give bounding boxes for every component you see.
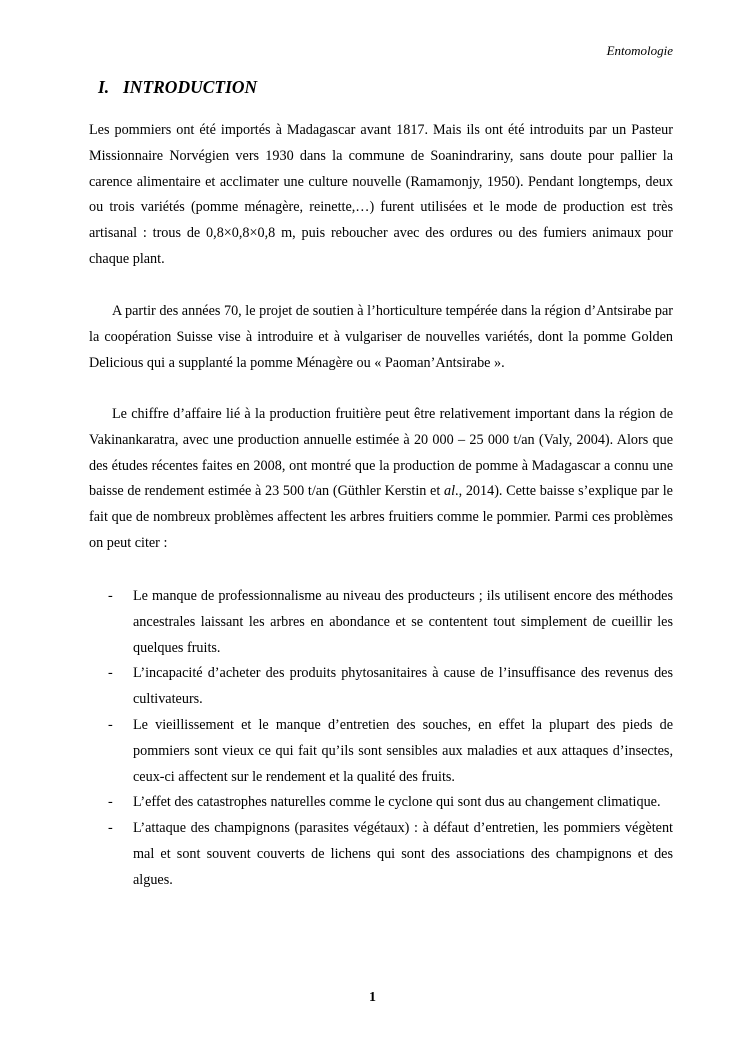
list-item (108, 790, 673, 816)
list-item-text: Le vieillissement et le manque d’entretien des souches, en effet la plupart des pieds de pommiers sont vieux ce qui fait qu’ils sont sensibles aux maladies et aux attaques d’insectes, ceux-ci affectent sur le rendement et la qualité des fruits. (133, 716, 673, 785)
list-item (108, 584, 673, 661)
page-number: 1 (369, 990, 376, 1005)
list-item (108, 713, 673, 790)
section-number: I. (98, 77, 110, 97)
list-marker: - (108, 716, 113, 733)
list-item-text: L’attaque des champignons (parasites végétaux) : à défaut d’entretien, les pommiers végètent mal et sont souvent couverts de lichens qui sont des associations des champignons et des algues. (133, 820, 673, 888)
list-item-text: L’incapacité d’acheter des produits phytosanitaires à cause de l’insuffisance des revenus des cultivateurs. (133, 665, 673, 708)
running-header: Entomologie (606, 43, 673, 58)
paragraph-text-part: ., 2014). Cette baisse s’explique par le fait que de nombreux problèmes affectent les arbres fruitiers comme le pommier. Parmi ces problèmes on peut citer : (89, 483, 673, 551)
list-item-text: Le manque de professionnalisme au niveau des producteurs ; ils utilisent encore des méthodes ancestrales laissant les arbres en abondance et se contentent tout simplement de cueillir les quelques fruits. (133, 588, 673, 656)
paragraph-swiss-cooperation: A partir des années 70, le projet de soutien à l’horticulture tempérée dans la région d’Antsirabe par la coopération Suisse vise à introduire et à vulgariser de nouvelles variétés, dont la pomme Golden Delicious qui a supplanté la pomme Ménagère ou « Paoman’Antsirabe ». (89, 303, 673, 371)
list-item (108, 816, 673, 893)
paragraph-intro-history: Les pommiers ont été importés à Madagascar avant 1817. Mais ils ont été introduits par un Pasteur Missionnaire Norvégien vers 1930 dans la commune de Soanindrariny, sans doute pour pallier la carence alimentaire et acclimater une culture nouvelle (Ramamonjy, 1950). Pendant longtemps, deux ou trois variétés (pomme ménagère, reinette,…) furent utilisées et le mode de production est très artisanal : trous de 0,8×0,8×0,8 m, puis reboucher avec des ordures ou des fumiers animaux pour chaque plant. (89, 122, 673, 267)
problems-list (108, 584, 673, 894)
list-marker: - (108, 588, 113, 604)
paragraph-production-figures (89, 402, 673, 557)
list-marker: - (108, 665, 113, 682)
list-marker: - (108, 794, 113, 811)
list-item (108, 661, 673, 713)
list-marker: - (108, 820, 113, 837)
italic-citation: al (443, 483, 456, 500)
list-item-text: L’effet des catastrophes naturelles comme le cyclone qui sont dus au changement climatique. (133, 794, 661, 811)
paragraph-text-part: Le chiffre d’affaire lié à la production fruitière peut être relativement important dans la région de Vakinankaratra, avec une production annuelle estimée à 20 000 – 25 000 t/an (Valy, 2004). Alors que des études récentes faites en 2008, ont montré que la production de pomme à Madagascar a connu une baisse de rendement estimée à 23 500 t/an (Güthler Kerstin et (89, 406, 673, 500)
section-heading (98, 77, 257, 98)
section-title: INTRODUCTION (123, 77, 258, 97)
